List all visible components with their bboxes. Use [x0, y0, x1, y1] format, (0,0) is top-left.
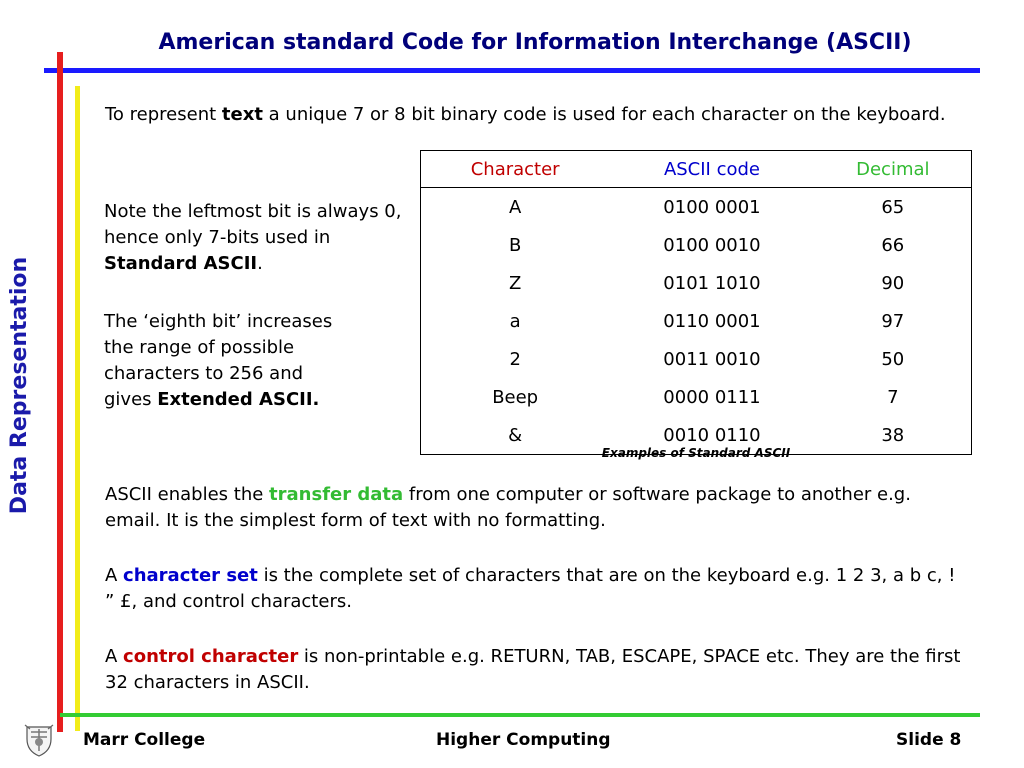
transfer-highlight: transfer data — [269, 484, 404, 505]
table-row — [421, 340, 972, 378]
cell-decimal: 90 — [881, 272, 905, 294]
cell-decimal: 65 — [881, 196, 905, 218]
control-highlight: control character — [123, 646, 299, 667]
charset-pre: A — [105, 565, 124, 586]
transfer-pre: ASCII enables the — [105, 484, 270, 505]
intro-paragraph — [105, 102, 965, 128]
cell-ascii-code: 0100 0001 — [663, 196, 761, 218]
cell-decimal: 66 — [881, 234, 905, 256]
intro-text-post: a unique 7 or 8 bit binary code is used for each character on the keyboard. — [262, 104, 946, 125]
intro-text-bold: text — [221, 104, 263, 125]
side-label: Data Representation — [7, 256, 33, 514]
intro-text-pre: To represent — [105, 104, 222, 125]
control-paragraph — [105, 644, 965, 696]
footer-slide-number: Slide 8 — [896, 730, 962, 750]
yellow-vertical-bar — [75, 86, 80, 731]
header-character: Character — [421, 151, 610, 188]
note-leftmost-bold: Standard ASCII — [104, 253, 258, 274]
table-row — [421, 302, 972, 340]
cell-ascii-code: 0110 0001 — [663, 310, 761, 332]
cell-ascii-code: 0101 1010 — [663, 272, 761, 294]
charset-paragraph — [105, 563, 965, 615]
cell-character: a — [509, 310, 521, 332]
note-eighth-bold: Extended ASCII. — [157, 389, 320, 410]
cell-ascii-code: 0011 0010 — [663, 348, 761, 370]
note-eighth-pre: The ‘eighth bit’ increases the range of possible characters to 256 and gives — [104, 311, 333, 410]
slide-title: American standard Code for Information Interchange (ASCII) — [158, 30, 912, 55]
note-eighth-paragraph — [104, 309, 354, 413]
header-decimal: Decimal — [815, 151, 972, 188]
cell-character: Z — [508, 272, 522, 294]
note-leftmost-post: . — [257, 253, 263, 274]
table-header-row — [421, 151, 972, 188]
footer-center: Higher Computing — [436, 730, 611, 750]
table-caption: Examples of Standard ASCII — [601, 446, 791, 460]
note-leftmost-pre: Note the leftmost bit is always 0, hence only 7-bits used in — [104, 201, 402, 248]
cell-ascii-code: 0100 0010 — [663, 234, 761, 256]
transfer-paragraph — [105, 482, 965, 534]
cell-character: B — [508, 234, 522, 256]
cell-ascii-code: 0000 0111 — [663, 386, 761, 408]
control-pre: A — [105, 646, 124, 667]
transfer-post: from one computer or software package to another e.g. email. It is the simplest form of text with no formatting. — [105, 484, 911, 531]
cell-decimal: 97 — [881, 310, 905, 332]
table-row — [421, 264, 972, 302]
ascii-table — [420, 150, 972, 455]
cell-decimal: 50 — [881, 348, 905, 370]
control-post: is non-printable e.g. RETURN, TAB, ESCAPE, SPACE etc. They are the first 32 characters in ASCII. — [105, 646, 961, 693]
cell-ascii-code: 0010 0110 — [663, 424, 761, 446]
red-vertical-bar — [57, 52, 63, 732]
cell-character: & — [508, 424, 523, 446]
cell-character: Beep — [492, 386, 539, 408]
cell-character: A — [509, 196, 522, 218]
footer-left: Marr College — [83, 730, 206, 750]
charset-post: is the complete set of characters that are on the keyboard e.g. 1 2 3, a b c, ! ” £, and control characters. — [105, 565, 956, 612]
side-label-wrapper — [0, 230, 40, 540]
header-ascii-code: ASCII code — [609, 151, 814, 188]
cell-decimal: 38 — [881, 424, 905, 446]
table-row — [421, 188, 972, 227]
bottom-green-rule — [60, 713, 980, 717]
cell-decimal: 7 — [887, 386, 899, 408]
charset-highlight: character set — [123, 565, 258, 586]
top-blue-rule — [44, 68, 980, 73]
note-leftmost-paragraph — [104, 199, 404, 277]
table-row — [421, 226, 972, 264]
table-row — [421, 378, 972, 416]
cell-character: 2 — [509, 348, 521, 370]
college-crest-icon — [24, 723, 54, 757]
